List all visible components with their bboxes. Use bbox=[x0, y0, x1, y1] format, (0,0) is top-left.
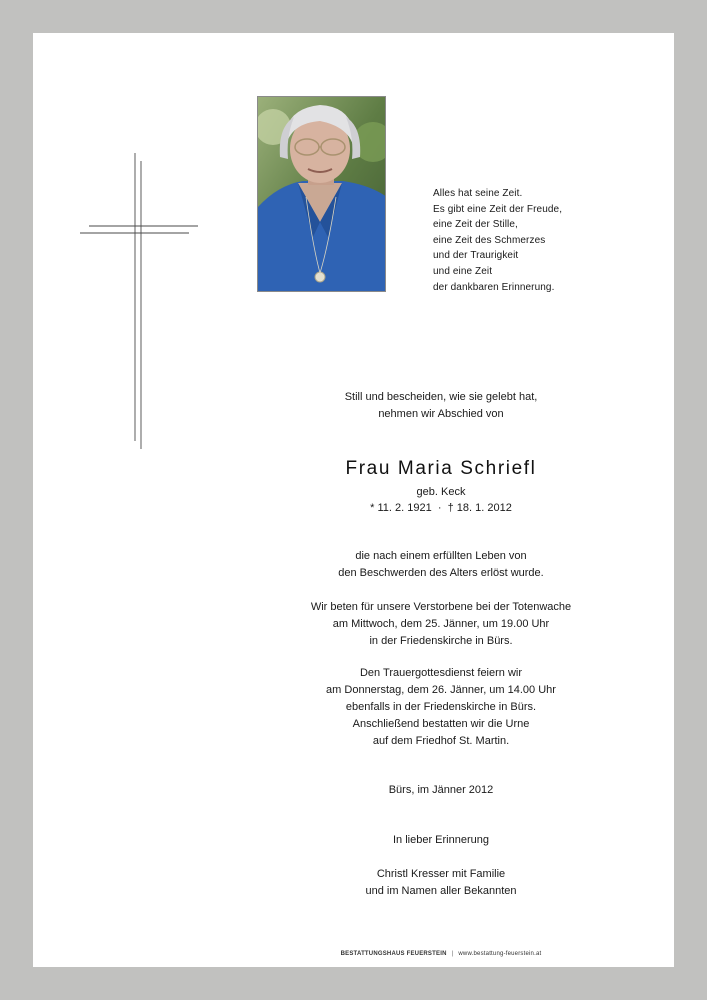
text-line: am Mittwoch, dem 25. Jänner, um 19.00 Uhr bbox=[332, 618, 550, 630]
text-line: auf dem Friedhof St. Martin. bbox=[372, 735, 510, 747]
poem-line: und eine Zeit bbox=[433, 265, 493, 277]
intro-line: Still und bescheiden, wie sie gelebt hat, bbox=[344, 391, 538, 403]
life-dates: * 11. 2. 1921 · † 18. 1. 2012 bbox=[370, 502, 512, 514]
place-date: Bürs, im Jänner 2012 bbox=[388, 784, 494, 796]
text-line: am Donnerstag, dem 26. Jänner, um 14.00 Uhr bbox=[326, 684, 556, 696]
passing-text bbox=[180, 548, 702, 582]
funeral-text bbox=[180, 665, 702, 750]
vigil-text bbox=[180, 599, 702, 650]
text-line: den Beschwerden des Alters erlöst wurde. bbox=[338, 567, 544, 579]
poem-line: und der Traurigkeit bbox=[433, 250, 519, 262]
poem-line: Alles hat seine Zeit. bbox=[433, 188, 523, 199]
text-line: in der Friedenskirche in Bürs. bbox=[369, 635, 513, 647]
text-line: und im Namen aller Bekannten bbox=[365, 885, 517, 897]
footer-separator: | bbox=[451, 951, 454, 957]
text-line: Anschließend bestatten wir die Urne bbox=[352, 718, 530, 730]
funeral-home-name: BESTATTUNGSHAUS FEUERSTEIN bbox=[340, 951, 447, 957]
website-link[interactable]: www.bestattung-feuerstein.at bbox=[458, 951, 542, 957]
footer bbox=[180, 950, 702, 958]
text-line: Christl Kresser mit Familie bbox=[376, 868, 506, 880]
poem-line: Es gibt eine Zeit der Freude, bbox=[433, 203, 563, 215]
text-line: ebenfalls in der Friedenskirche in Bürs. bbox=[345, 701, 537, 713]
intro-line: nehmen wir Abschied von bbox=[378, 408, 504, 420]
poem bbox=[433, 186, 633, 295]
mourners bbox=[180, 866, 702, 900]
poem-line: eine Zeit des Schmerzes bbox=[433, 234, 546, 246]
portrait-photo bbox=[257, 96, 386, 292]
deceased-name: Frau Maria Schriefl bbox=[345, 458, 537, 479]
text-line: Wir beten für unsere Verstorbene bei der Totenwache bbox=[310, 601, 572, 613]
poem-line: der dankbaren Erinnerung. bbox=[433, 281, 555, 293]
text-line: Den Trauergottesdienst feiern wir bbox=[359, 667, 523, 679]
poem-line: eine Zeit der Stille, bbox=[433, 219, 518, 231]
maiden-name: geb. Keck bbox=[416, 486, 466, 498]
text-line: die nach einem erfüllten Leben von bbox=[355, 550, 527, 562]
regards-line: In lieber Erinnerung bbox=[392, 834, 489, 846]
intro-text bbox=[180, 389, 702, 423]
